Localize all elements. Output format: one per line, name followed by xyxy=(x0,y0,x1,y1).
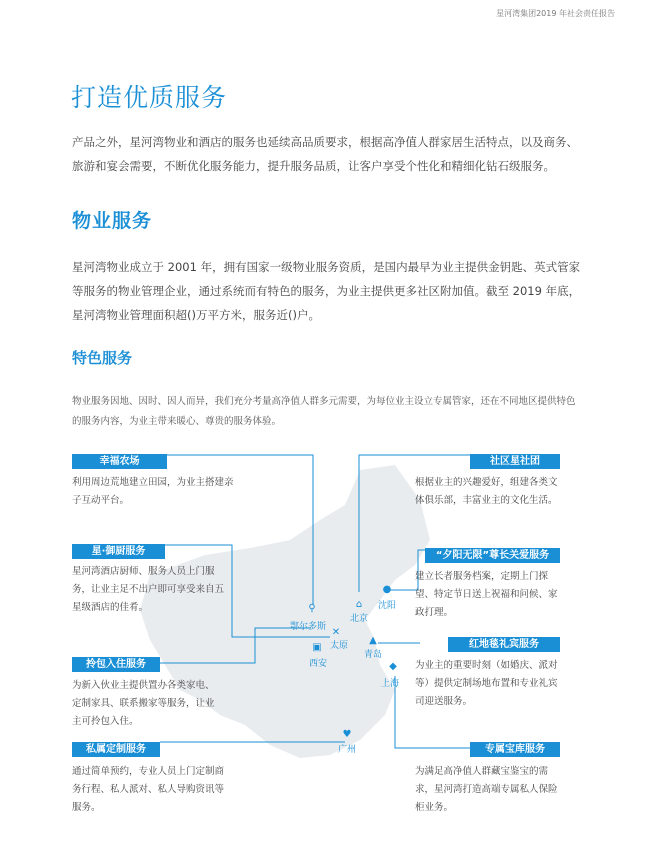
featured-intro: 物业服务因地、因时、因人而异，我们充分考量高净值人群多元需要，为每位业主设立专属管家，还在不同地区提供特色的服务内容，为业主带来暖心、尊贵的服务体验。 xyxy=(72,396,576,427)
tag-red-carpet: 红地毯礼宾服务 xyxy=(448,637,560,652)
taiyuan-pin-icon: ✕ xyxy=(331,627,341,638)
qingdao-pin-icon: ▲ xyxy=(369,635,377,646)
city-guangzhou: 广州 xyxy=(338,745,357,755)
tag-royal-kitchen: 星·御厨服务 xyxy=(72,544,165,559)
desc-red-carpet: 为业主的重要时刻（如婚庆、派对等）提供定制场地布置和专业礼宾司迎送服务。 xyxy=(415,660,558,707)
property-title: 物业服务 xyxy=(72,210,153,232)
tag-custom: 私属定制服务 xyxy=(72,742,160,757)
tag-elderly: “夕阳无限”尊长关爱服务 xyxy=(425,548,560,563)
xian-pin-icon: ▣ xyxy=(312,642,322,653)
desc-custom: 通过简单预约，专业人员上门定制商务行程、私人派对、私人导购资讯等服务。 xyxy=(72,766,225,813)
featured-title: 特色服务 xyxy=(72,349,133,367)
page-title: 打造优质服务 xyxy=(71,83,228,112)
desc-community: 根据业主的兴趣爱好，组建各类文体俱乐部，丰富业主的文化生活。 xyxy=(415,477,558,506)
desc-treasury: 为满足高净值人群藏宝鉴宝的需求，星河湾打造高端专属私人保险柜业务。 xyxy=(415,766,558,813)
ordos-pin-icon: ⚲ xyxy=(308,603,316,614)
tag-community: 社区星社团 xyxy=(470,454,560,469)
shenyang-pin-icon: ● xyxy=(382,584,392,595)
tag-treasury: 专属宝库服务 xyxy=(470,742,560,757)
city-ordos: 鄂尔多斯 xyxy=(290,622,327,632)
tag-move-in: 拎包入住服务 xyxy=(72,657,160,672)
shanghai-pin-icon: ◆ xyxy=(389,661,397,672)
desc-elderly: 建立长者服务档案，定期上门探望、特定节日送上祝福和问候、家政打理。 xyxy=(415,571,558,618)
guangzhou-pin-icon: ♥ xyxy=(342,729,352,740)
property-paragraph: 星河湾物业成立于 2001 年，拥有国家一级物业服务资质，是国内最早为业主提供金钥匙、英式管家等服务的物业管理企业，通过系统而有特色的服务，为业主提供更多社区附加值。截至 2019 年底，星河湾物业管理面积超()万平方米，服务近()户。 xyxy=(72,260,581,322)
beijing-pin-icon: ⌂ xyxy=(355,599,363,610)
desc-royal-kitchen: 星河湾酒店厨师、服务人员上门服务，让业主足不出户即可享受来自五星级酒店的佳肴。 xyxy=(72,566,225,613)
city-qingdao: 青岛 xyxy=(364,650,383,660)
intro-paragraph: 产品之外，星河湾物业和酒店的服务也延续高品质要求，根据高净值人群家居生活特点，以及商务、旅游和宴会需要，不断优化服务能力，提升服务品质，让客户享受个性化和精细化钻石级服务。 xyxy=(72,135,578,173)
desc-move-in: 为新入伙业主提供置办各类家电、定制家具、联系搬家等服务，让业主可拎包入住。 xyxy=(72,680,215,727)
city-shanghai: 上海 xyxy=(381,679,400,689)
city-xian: 西安 xyxy=(309,659,328,669)
city-shenyang: 沈阳 xyxy=(378,601,397,611)
report-header: 星河湾集团2019 年社会责任报告 xyxy=(496,9,615,18)
city-beijing: 北京 xyxy=(350,614,369,624)
city-taiyuan: 太原 xyxy=(330,641,349,651)
tag-happy-farm: 幸福农场 xyxy=(72,454,167,469)
desc-happy-farm: 利用周边荒地建立田园，为业主搭建亲子互动平台。 xyxy=(72,477,234,506)
